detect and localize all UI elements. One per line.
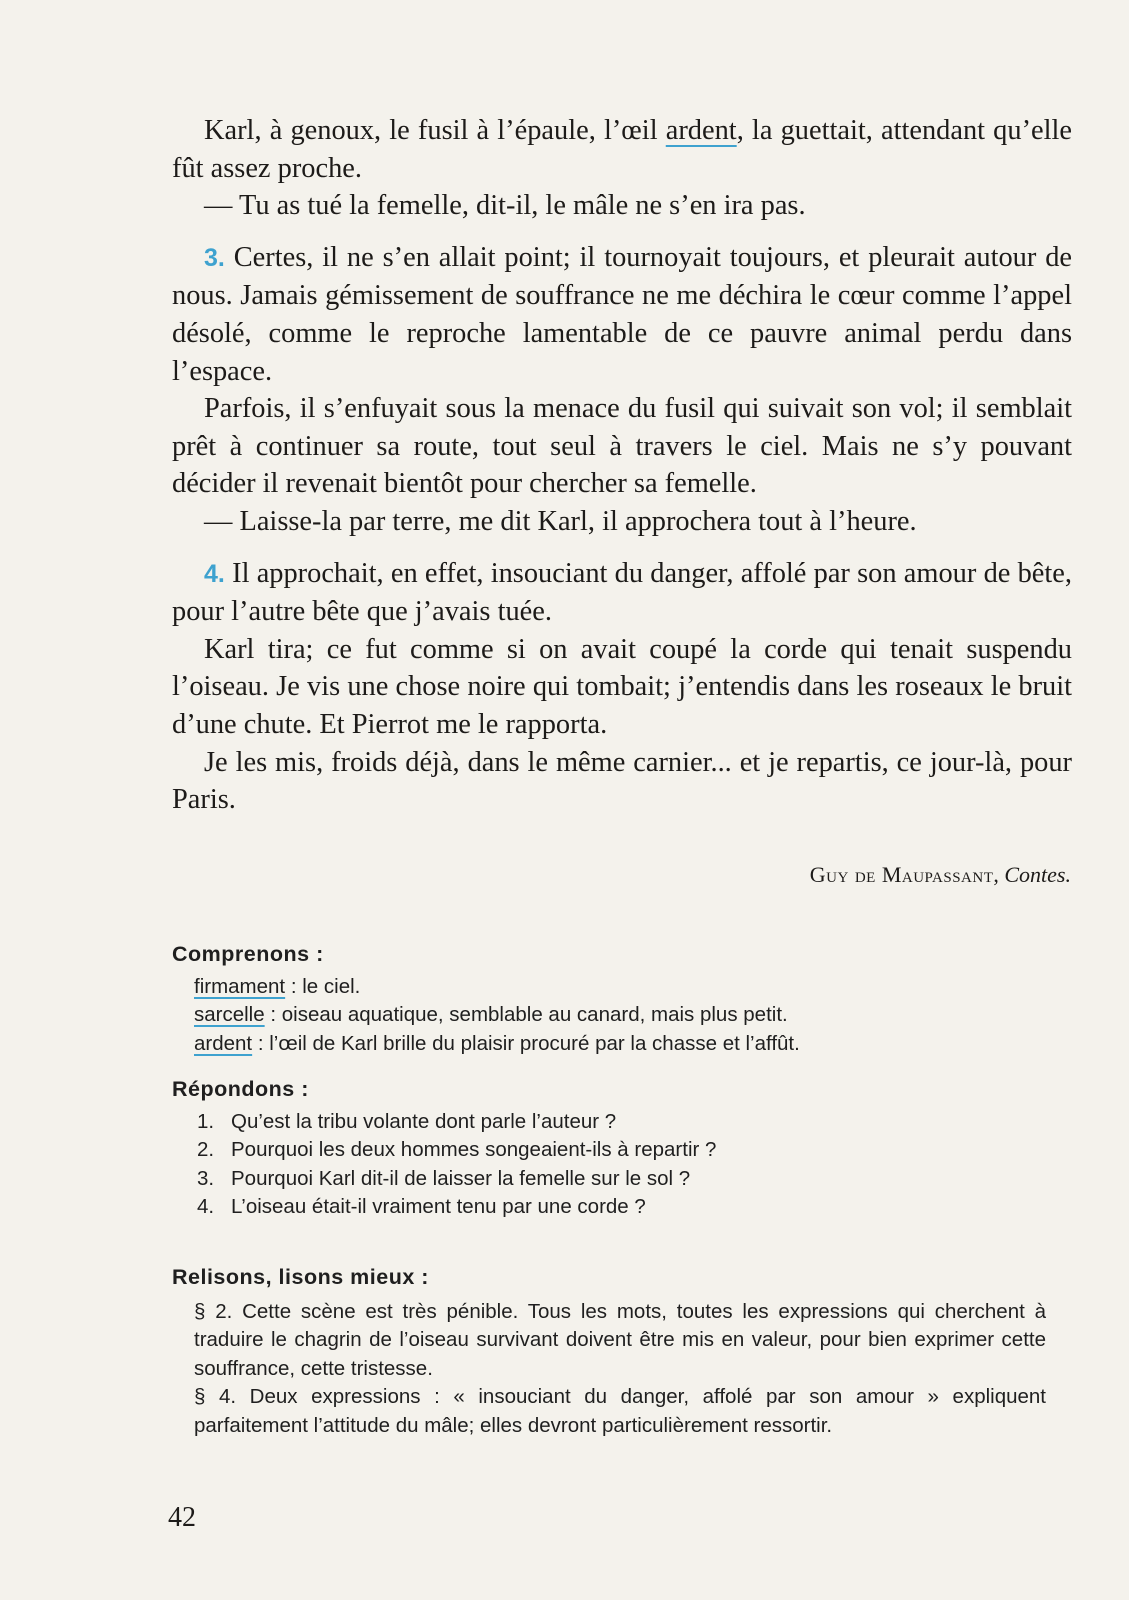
vocabulary-item: firmament : le ciel. xyxy=(194,974,361,998)
paragraph: 4. Il approchait, en effet, insouciant du danger, affolé par son amour de bête, pour l’autre bête que j’avais tuée. xyxy=(172,557,1072,628)
paragraph: — Tu as tué la femelle, dit-il, le mâle ne s’en ira pas. xyxy=(204,190,806,222)
page-number: 42 xyxy=(168,1502,196,1533)
vocabulary-definition: le ciel. xyxy=(302,974,361,998)
question-number: 4. xyxy=(197,1195,215,1218)
question-item xyxy=(197,1136,1072,1165)
question-text: Pourquoi les deux hommes songeaient-ils à repartir ? xyxy=(231,1138,717,1161)
vocabulary-definition: oiseau aquatique, semblable au canard, mais plus petit. xyxy=(281,1003,788,1026)
vocabulary-term: sarcelle xyxy=(194,1003,265,1026)
underlined-word-ardent: ardent xyxy=(665,115,737,146)
section-heading: Répondons : xyxy=(172,1077,309,1101)
paragraph: 3. Certes, il ne s’en allait point; il tournoyait toujours, et pleurait autour de nous. Jamais gémissement de souffrance ne me déchira le cœur comme l’appel désolé, comme le reproche lamentable de ce pauvre animal perdu dans l’espace. xyxy=(172,241,1072,387)
question-text: Pourquoi Karl dit-il de laisser la femelle sur le sol ? xyxy=(231,1166,691,1190)
question-number: 2. xyxy=(197,1138,215,1161)
question-item xyxy=(197,1165,1072,1194)
reading-note: § 4. Deux expressions : « insouciant du danger, affolé par son amour » expliquent parfaitement l’attitude du mâle; elles devront particulièrement ressortir. xyxy=(194,1385,1046,1437)
section-number: 3. xyxy=(204,243,225,272)
question-text: L’oiseau était-il vraiment tenu par une corde ? xyxy=(231,1195,646,1218)
comprenons-section xyxy=(172,940,1072,1058)
relisons-section xyxy=(172,1263,1072,1440)
vocabulary-item: ardent : l’œil de Karl brille du plaisir procuré par la chasse et l’affût. xyxy=(194,1031,800,1055)
paragraph: — Laisse-la par terre, me dit Karl, il approchera tout à l’heure. xyxy=(204,505,917,537)
reading-notes xyxy=(194,1298,1046,1441)
paragraph: Parfois, il s’enfuyait sous la menace du fusil qui suivait son vol; il semblait prêt à continuer sa route, tout seul à travers le ciel. Mais ne s’y pouvant décider il revenait bientôt pour chercher sa femelle. xyxy=(172,393,1072,500)
attribution: Guy de Maupassant, Contes. xyxy=(809,862,1071,887)
question-item xyxy=(197,1108,1072,1137)
reading-note: § 2. Cette scène est très pénible. Tous les mots, toutes les expressions qui cherchent à traduire le chagrin de l’oiseau survivant doivent être mis en valeur, pour bien exprimer cette souffrance, cette tristesse. xyxy=(194,1299,1046,1380)
vocabulary-term: firmament xyxy=(194,974,286,998)
paragraph: Karl tira; ce fut comme si on avait coupé la corde qui tenait suspendu l’oiseau. Je vis une chose noire qui tombait; j’entendis dans les roseaux le bruit d’une chute. Et Pierrot me le rapporta. xyxy=(172,633,1072,740)
question-list xyxy=(197,1108,1072,1222)
question-number: 1. xyxy=(197,1109,215,1133)
paragraph: Je les mis, froids déjà, dans le même carnier... et je repartis, ce jour-là, pour Paris. xyxy=(172,746,1072,816)
story-passage xyxy=(172,112,1072,819)
paragraph: Karl, à genoux, le fusil à l’épaule, l’œil ardent, la guettait, attendant qu’elle fût assez proche. xyxy=(172,115,1072,184)
question-item xyxy=(197,1193,1072,1222)
section-number: 4. xyxy=(204,559,225,588)
vocabulary-item: sarcelle : oiseau aquatique, semblable au canard, mais plus petit. xyxy=(194,1003,788,1026)
section-heading: Relisons, lisons mieux : xyxy=(172,1265,429,1289)
section-heading: Comprenons : xyxy=(172,942,324,966)
vocabulary-list xyxy=(194,973,1072,1059)
question-text: Qu’est la tribu volante dont parle l’auteur ? xyxy=(231,1109,617,1133)
work-title: Contes. xyxy=(1004,862,1071,887)
vocabulary-definition: l’œil de Karl brille du plaisir procuré par la chasse et l’affût. xyxy=(269,1031,800,1055)
question-number: 3. xyxy=(197,1166,215,1190)
author-name: Guy de Maupassant xyxy=(809,862,994,887)
repondons-section xyxy=(172,1075,1072,1222)
vocabulary-term: ardent xyxy=(194,1031,253,1055)
